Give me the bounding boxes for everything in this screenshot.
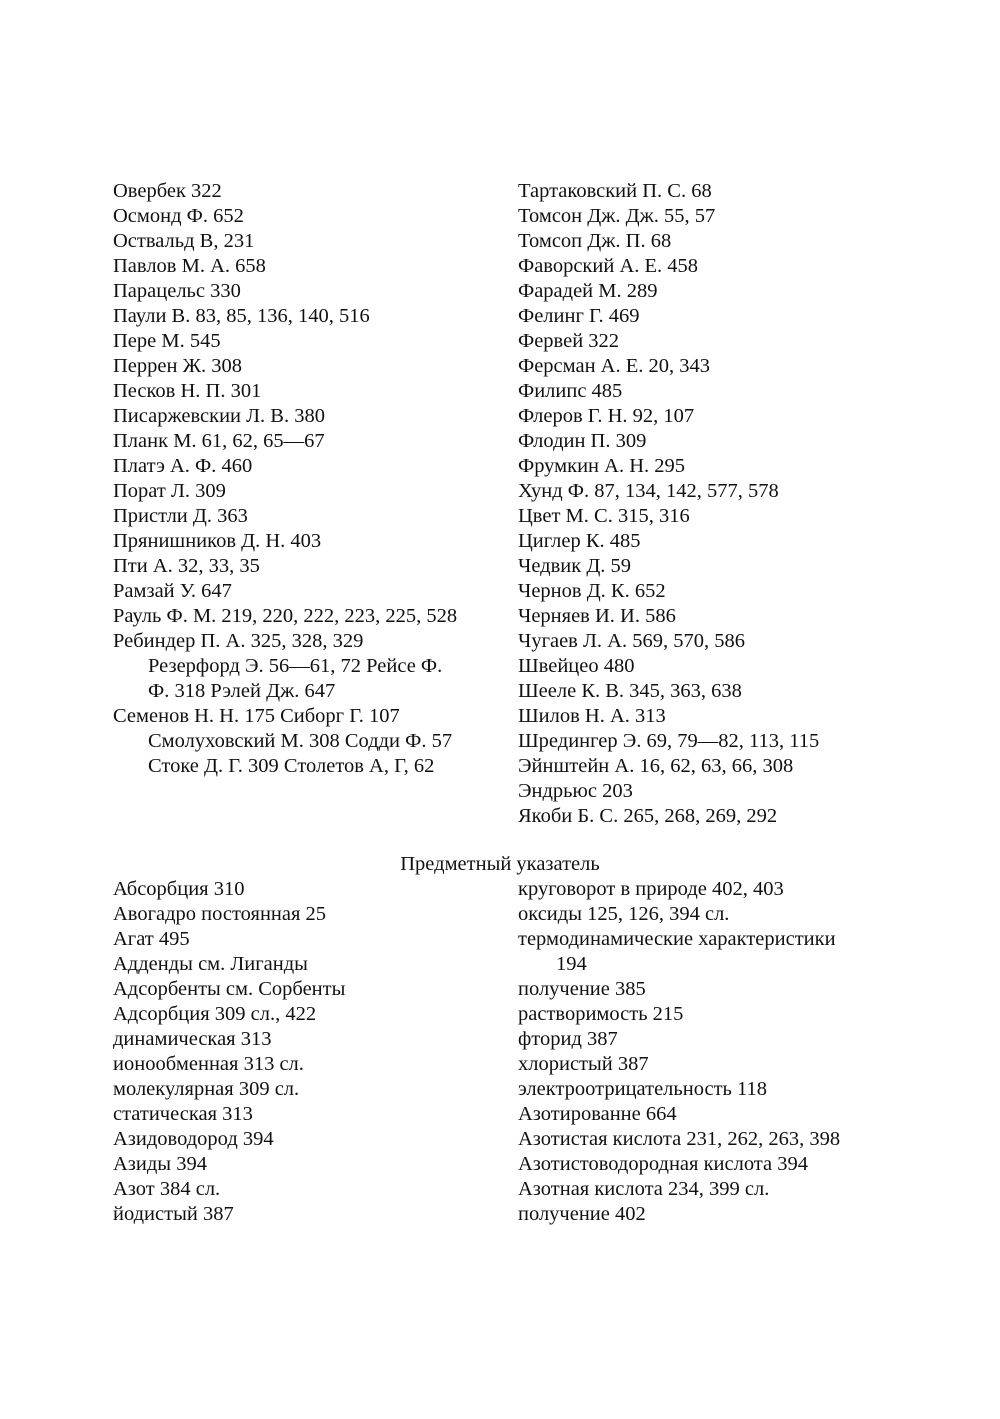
index-entry: Ребиндер П. А. 325, 328, 329 Резерфорд Э. 56—61, 72 Рейсе Ф. Ф. 318 Рэлей Дж. 647	[113, 630, 443, 702]
index-entry: Азотистая кислота 231, 262, 263, 398	[518, 1128, 841, 1150]
index-entry: Азотистоводородная кислота 394	[518, 1153, 808, 1175]
index-entry: Чугаев Л. А. 569, 570, 586	[518, 630, 745, 652]
index-entry: Томсон Дж. Дж. 55, 57	[518, 205, 716, 227]
index-entry: Швейцео 480	[518, 655, 635, 677]
index-entry: Фрумкин А. Н. 295	[518, 455, 686, 477]
subject-index-right-column	[518, 877, 858, 1227]
index-entry: Тартаковский П. С. 68	[518, 180, 712, 202]
index-entry: Флеров Г. Н. 92, 107	[518, 405, 695, 427]
index-entry: Осмонд Ф. 652	[113, 205, 244, 227]
index-entry: Цвет М. С. 315, 316	[518, 505, 690, 527]
index-entry: Павлов М. А. 658	[113, 255, 266, 277]
index-entry: Чернов Д. К. 652	[518, 580, 666, 602]
index-entry: круговорот в природе 402, 403	[518, 878, 784, 900]
index-entry: Планк М. 61, 62, 65—67	[113, 430, 325, 452]
index-entry: Филипс 485	[518, 380, 623, 402]
index-entry: Адсорбция 309 сл., 422	[113, 1003, 317, 1025]
index-entry: Агат 495	[113, 928, 190, 950]
index-entry: Рауль Ф. М. 219, 220, 222, 223, 225, 528	[113, 605, 458, 627]
subject-index-left-column	[113, 877, 458, 1227]
index-entry: Азотная кислота 234, 399 сл.	[518, 1178, 770, 1200]
index-entry: Азот 384 сл.	[113, 1178, 221, 1200]
index-entry: ионообменная 313 сл.	[113, 1053, 304, 1075]
index-entry: Азотированне 664	[518, 1103, 677, 1125]
index-entry: Хунд Ф. 87, 134, 142, 577, 578	[518, 480, 779, 502]
index-entry: Парацельс 330	[113, 280, 241, 302]
index-entry: Азидоводород 394	[113, 1128, 274, 1150]
index-entry: Оствальд В, 231	[113, 230, 255, 252]
index-entry: Шееле К. В. 345, 363, 638	[518, 680, 742, 702]
index-entry: Рамзай У. 647	[113, 580, 232, 602]
index-entry: молекулярная 309 сл.	[113, 1078, 300, 1100]
index-entry: получение 402	[518, 1203, 646, 1225]
index-entry: Фарадей М. 289	[518, 280, 658, 302]
index-entry: Писаржевскии Л. В. 380	[113, 405, 325, 427]
index-entry: Фервей 322	[518, 330, 620, 352]
index-entry: Флодин П. 309	[518, 430, 647, 452]
index-entry: Семенов Н. Н. 175 Сиборг Г. 107 Смолуховский М. 308 Содди Ф. 57 Стоке Д. Г. 309 Столетов А, Г, 62	[113, 705, 453, 777]
index-entry: Адденды см. Лиганды	[113, 953, 308, 975]
index-entry: Якоби Б. С. 265, 268, 269, 292	[518, 805, 778, 827]
index-entry: Прянишников Д. Н. 403	[113, 530, 322, 552]
index-entry: йодистый 387	[113, 1203, 234, 1225]
index-entry: Азиды 394	[113, 1153, 207, 1175]
index-entry: Песков Н. П. 301	[113, 380, 262, 402]
index-entry: Эндрьюс 203	[518, 780, 633, 802]
index-entry: оксиды 125, 126, 394 сл.	[518, 903, 730, 925]
index-entry: Циглер К. 485	[518, 530, 641, 552]
index-entry: фторид 387	[518, 1028, 618, 1050]
index-entry: Шредингер Э. 69, 79—82, 113, 115	[518, 730, 820, 752]
name-index-left-column	[113, 179, 458, 779]
index-entry: Шилов Н. А. 313	[518, 705, 666, 727]
index-entry: электроотрицательность 118	[518, 1078, 767, 1100]
index-entry: Черняев И. И. 586	[518, 605, 676, 627]
index-entry: Фелинг Г. 469	[518, 305, 640, 327]
index-entry: Пере М. 545	[113, 330, 221, 352]
index-entry: Пристли Д. 363	[113, 505, 248, 527]
index-entry: Томсоп Дж. П. 68	[518, 230, 672, 252]
subject-index-heading: Предметный указатель	[400, 853, 600, 875]
index-entry: хлористый 387	[518, 1053, 649, 1075]
index-entry: динамическая 313	[113, 1028, 272, 1050]
index-entry: растворимость 215	[518, 1003, 684, 1025]
index-entry: Перрен Ж. 308	[113, 355, 242, 377]
index-entry: термодинамические характеристики 194	[518, 928, 836, 975]
index-entry: Авогадро постоянная 25	[113, 903, 327, 925]
index-entry: Пти А. 32, 33, 35	[113, 555, 260, 577]
index-entry: получение 385	[518, 978, 646, 1000]
index-entry: Овербек 322	[113, 180, 222, 202]
index-entry: Эйнштейн А. 16, 62, 63, 66, 308	[518, 755, 794, 777]
index-entry: Платэ А. Ф. 460	[113, 455, 253, 477]
index-entry: Чедвик Д. 59	[518, 555, 632, 577]
index-entry: Паули В. 83, 85, 136, 140, 516	[113, 305, 370, 327]
index-entry: Порат Л. 309	[113, 480, 226, 502]
index-entry: Фаворский А. Е. 458	[518, 255, 699, 277]
index-entry: Абсорбция 310	[113, 878, 245, 900]
index-entry: статическая 313	[113, 1103, 253, 1125]
name-index-right-column	[518, 179, 863, 829]
index-entry: Ферсман А. Е. 20, 343	[518, 355, 710, 377]
index-entry: Адсорбенты см. Сорбенты	[113, 978, 346, 1000]
